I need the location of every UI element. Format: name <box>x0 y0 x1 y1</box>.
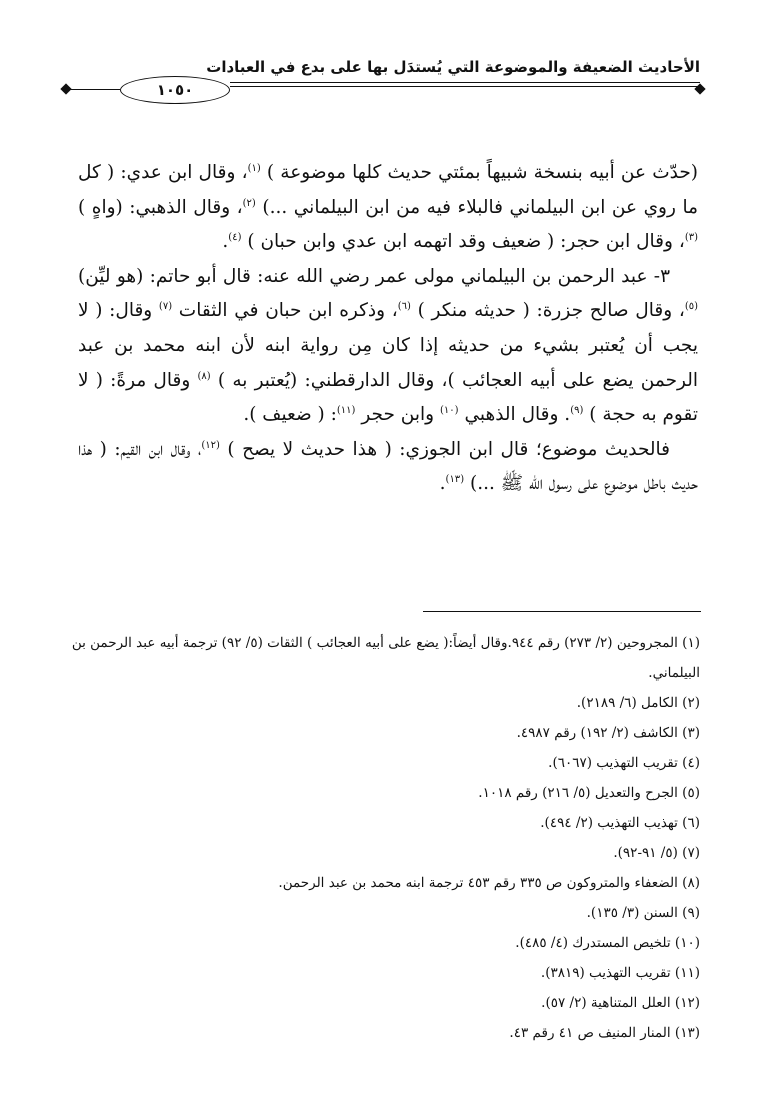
header-rule-bottom <box>230 86 700 87</box>
footnote-separator <box>423 611 701 612</box>
text-run: ، وذكره ابن حبان في الثقات <box>172 300 398 322</box>
footnote-marker: (٣) <box>684 232 698 244</box>
text-run: وقال مرةً: ( لا تقوم به حجة ) <box>78 369 698 426</box>
text-run: . وقال الذهبي <box>458 404 571 426</box>
footnote-marker: (١٣) <box>445 474 465 486</box>
footnote-item: (٢) الكامل (٦/ ٢١٨٩). <box>576 695 700 711</box>
footnote-marker: (٥) <box>684 301 699 313</box>
footnote-marker: (٧) <box>158 301 173 313</box>
text-run: وقال: ( لا يجب أن يُعتبر بشيء من حديثه إذا كان مِن رواية ابنه لأن ابنه محمد بن عبد الرحمن يضع على أبيه العجائب )، وقال الدارقطني: (يُعتبر به ) <box>78 300 698 391</box>
text-run: ، وقال الذهبي: (واهٍ ) <box>78 196 243 218</box>
footnote-item: (١٣) المنار المنيف ص ٤١ رقم ٤٣. <box>509 1025 700 1041</box>
text-run: ، وقال صالح جزرة: ( حديثه منكر ) <box>410 300 685 322</box>
text-run: ٣- عبد الرحمن بن البيلماني مولى عمر رضي الله عنه: قال أبو حاتم: (هو ليِّن) <box>78 265 670 287</box>
body-text <box>78 156 698 502</box>
footnote-marker: (٦) <box>397 301 411 313</box>
footnotes <box>60 628 700 1048</box>
footnote-item: (١) المجروحين (٢/ ٢٧٣) رقم ٩٤٤.وقال أيضاً:( يضع على أبيه العجائب ) الثقات (٥/ ٩٢) ترجمة أبيه عبد الرحمن بن البيلماني. <box>71 635 700 681</box>
footnote-marker: (١) <box>247 162 261 174</box>
footnote-marker: (١١) <box>336 405 356 416</box>
text-run: ، وقال ابن عدي: ( كل ما روي عن ابن البيلماني فالبلاء فيه من ابن البيلماني ...) <box>78 162 699 218</box>
footnote-item: (٣) الكاشف (٢/ ١٩٢) رقم ٤٩٨٧. <box>516 725 700 741</box>
footnote-marker: (٤) <box>228 232 242 244</box>
footnote-item: (٦) تهذيب التهذيب (٢/ ٤٩٤). <box>540 815 700 831</box>
running-title: الأحاديث الضعيفة والموضوعة التي يُستدَل بها على بدع في العبادات <box>206 58 700 76</box>
footnote-item: (١٢) العلل المتناهية (٢/ ٥٧). <box>541 995 700 1011</box>
footnote-item: (٩) السنن (٣/ ١٣٥). <box>586 905 700 921</box>
footnote-item: (١٠) تلخيص المستدرك (٤/ ٤٨٥). <box>515 935 700 951</box>
page-number: ١٠٥٠ <box>120 76 230 104</box>
text-run: . <box>439 473 446 495</box>
text-run: : ( ضعيف ). <box>243 404 337 426</box>
page-header <box>60 48 700 108</box>
text-run: (حدّث عن أبيه بنسخة شبيهاً بمئتي حديث كلها موضوعة ) <box>260 162 698 183</box>
footnote-item: (٥) الجرح والتعديل (٥/ ٢١٦) رقم ١٠١٨. <box>478 785 700 801</box>
footnote-marker: (٨) <box>197 370 211 382</box>
footnote-item: (٤) تقريب التهذيب (٦٠٦٧). <box>548 755 700 771</box>
diamond-ornament-left <box>60 83 71 94</box>
text-run: ، وقال ابن حجر: ( ضعيف وقد اتهمه ابن عدي وابن حبان ) <box>241 231 685 253</box>
header-rule-top <box>230 82 700 83</box>
footnote-item: (٧) (٥/ ٩١-٩٢). <box>613 845 700 861</box>
paragraph <box>78 156 698 260</box>
paragraph <box>78 433 698 502</box>
header-rule-left <box>68 89 120 90</box>
footnote-marker: (١٠) <box>440 405 459 416</box>
text-run: . <box>222 231 229 253</box>
text-run: وابن حجر <box>355 404 440 426</box>
paragraph <box>78 260 698 433</box>
footnote-item: (١١) تقريب التهذيب (٣٨١٩). <box>540 965 700 981</box>
text-run: ، وقال ابن القيم: ( هذا حديث باطل موضوع على رسول الله ﷺ ...) <box>78 438 698 495</box>
footnote-item: (٨) الضعفاء والمتروكون ص ٣٣٥ رقم ٤٥٣ ترجمة ابنه محمد بن عبد الرحمن. <box>278 875 700 891</box>
footnote-marker: (٢) <box>242 197 256 209</box>
footnote-marker: (٩) <box>570 405 584 416</box>
text-run: فالحديث موضوع؛ قال ابن الجوزي: ( هذا حديث لا يصح ) <box>219 438 670 460</box>
footnote-marker: (١٢) <box>201 439 220 451</box>
